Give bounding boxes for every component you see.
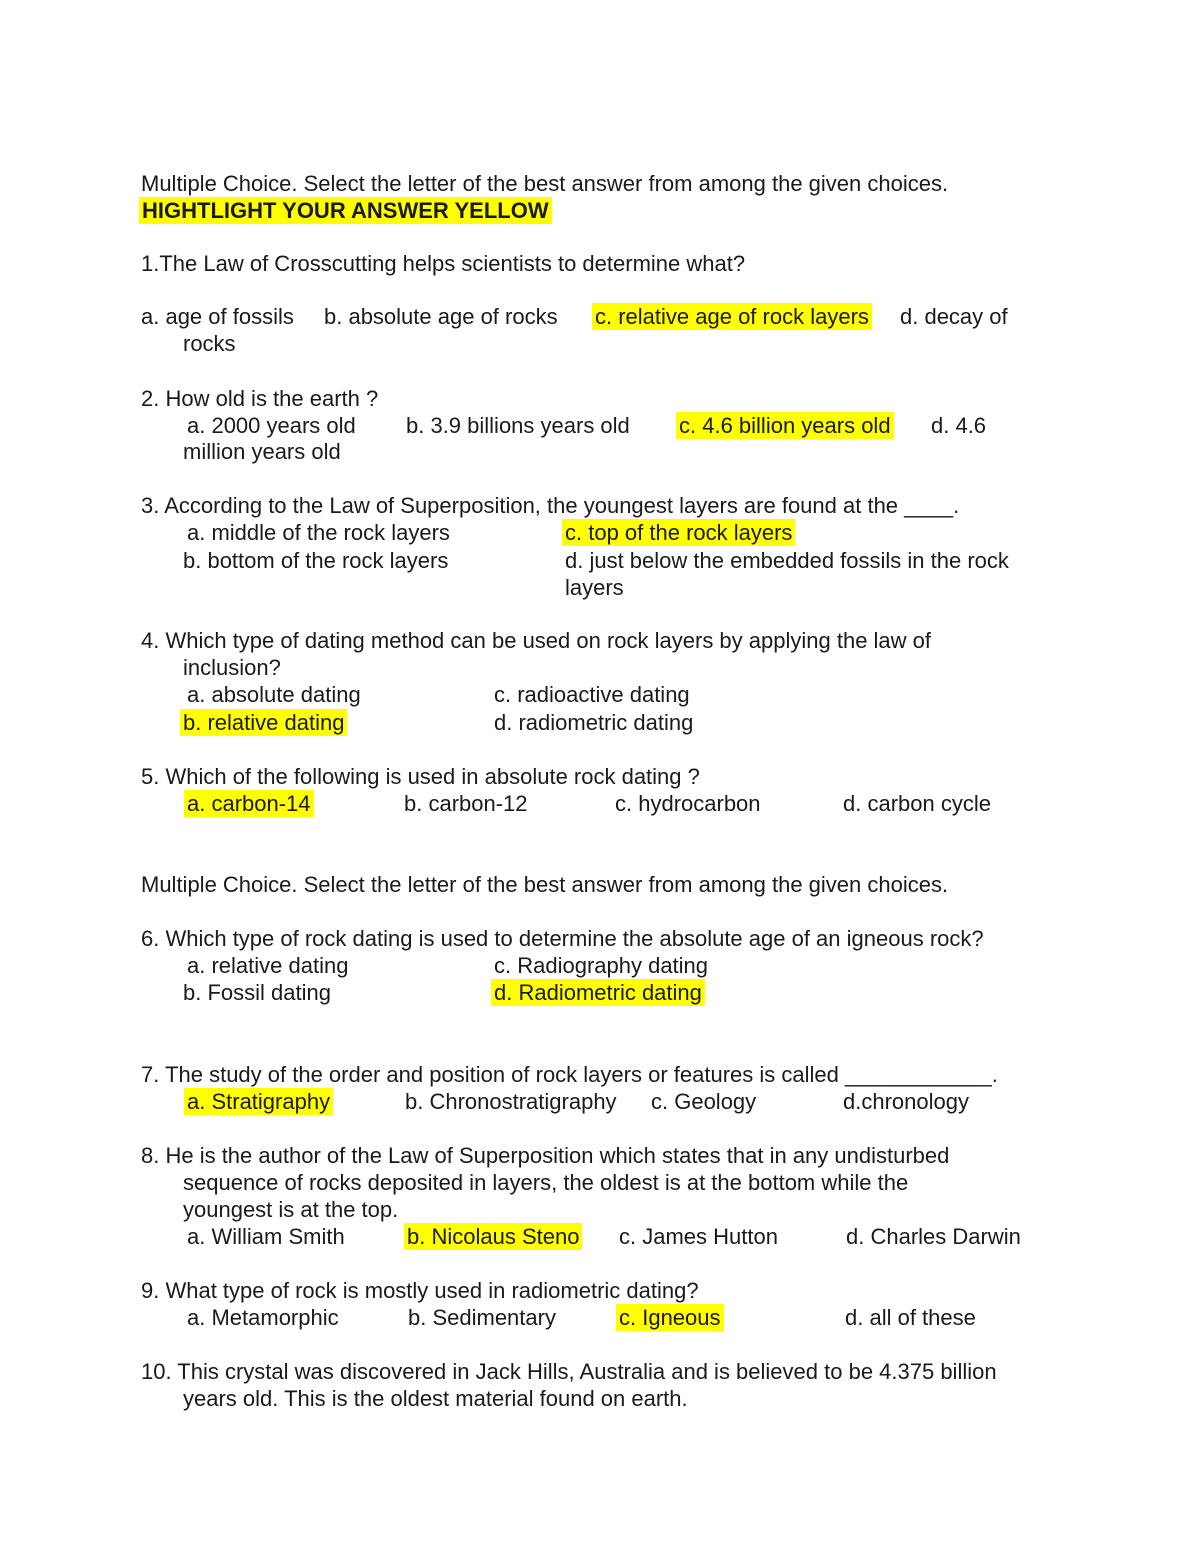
q8-option-a: a. William Smith — [187, 1224, 345, 1249]
q5-option-d: d. carbon cycle — [843, 791, 991, 816]
q2-option-d: d. 4.6 — [931, 413, 987, 438]
q4-option-d: d. radiometric dating — [494, 710, 694, 735]
q2-option-a: a. 2000 years old — [187, 413, 356, 438]
q1-option-b: b. absolute age of rocks — [324, 304, 558, 329]
q9-option-d: d. all of these — [845, 1305, 976, 1330]
q7-option-c: c. Geology — [651, 1089, 757, 1114]
question-8-cont-1: sequence of rocks deposited in layers, the oldest is at the bottom while the — [183, 1170, 909, 1195]
question-10-cont: years old. This is the oldest material found on earth. — [183, 1386, 688, 1411]
q1-option-a: a. age of fossils — [141, 304, 294, 329]
q4-option-c: c. radioactive dating — [494, 682, 690, 707]
q7-option-b: b. Chronostratigraphy — [405, 1089, 617, 1114]
q4-option-a: a. absolute dating — [187, 682, 361, 707]
question-8: 8. He is the author of the Law of Superposition which states that in any undisturbed — [141, 1143, 950, 1168]
q9-option-a: a. Metamorphic — [187, 1305, 339, 1330]
question-4: 4. Which type of dating method can be used on rock layers by applying the law of — [141, 628, 932, 653]
q8-option-d: d. Charles Darwin — [846, 1224, 1021, 1249]
q6-option-a: a. relative dating — [187, 953, 349, 978]
q6-option-b: b. Fossil dating — [183, 980, 331, 1005]
q3-option-b: b. bottom of the rock layers — [183, 548, 449, 573]
q5-option-c: c. hydrocarbon — [615, 791, 761, 816]
q4-option-b-selected: b. relative dating — [180, 709, 347, 736]
question-10: 10. This crystal was discovered in Jack Hills, Australia and is believed to be 4.375 billion — [141, 1359, 997, 1384]
q3-option-d-cont: layers — [565, 575, 624, 600]
question-9: 9. What type of rock is mostly used in radiometric dating? — [141, 1278, 699, 1303]
question-5: 5. Which of the following is used in absolute rock dating ? — [141, 764, 700, 789]
q1-option-d: d. decay of — [900, 304, 1008, 329]
q6-option-d-selected: d. Radiometric dating — [491, 979, 705, 1006]
q7-option-d: d.chronology — [843, 1089, 969, 1114]
q2-option-d-cont: million years old — [183, 439, 341, 464]
q6-option-c: c. Radiography dating — [494, 953, 709, 978]
intro-instructions: Multiple Choice. Select the letter of the best answer from among the given choices. — [141, 171, 949, 196]
question-1: 1.The Law of Crosscutting helps scientists to determine what? — [141, 251, 746, 276]
question-7: 7. The study of the order and position of rock layers or features is called ____________. — [141, 1062, 998, 1087]
question-2: 2. How old is the earth ? — [141, 386, 379, 411]
question-8-cont-2: youngest is at the top. — [183, 1197, 399, 1222]
q3-option-a: a. middle of the rock layers — [187, 520, 450, 545]
q7-option-a-selected: a. Stratigraphy — [184, 1088, 333, 1115]
q3-option-c-selected: c. top of the rock layers — [562, 519, 795, 546]
q2-option-c-selected: c. 4.6 billion years old — [676, 412, 894, 439]
question-6: 6. Which type of rock dating is used to determine the absolute age of an igneous rock? — [141, 926, 984, 951]
intro-instructions-2: Multiple Choice. Select the letter of the best answer from among the given choices. — [141, 872, 949, 897]
q8-option-b-selected: b. Nicolaus Steno — [404, 1223, 582, 1250]
q8-option-c: c. James Hutton — [619, 1224, 778, 1249]
question-3: 3. According to the Law of Superposition, the youngest layers are found at the ____. — [141, 493, 960, 518]
q9-option-b: b. Sedimentary — [408, 1305, 556, 1330]
q5-option-a-selected: a. carbon-14 — [184, 790, 314, 817]
highlight-instruction: HIGHTLIGHT YOUR ANSWER YELLOW — [139, 197, 552, 224]
q9-option-c-selected: c. Igneous — [616, 1304, 724, 1331]
q1-option-d-cont: rocks — [183, 331, 236, 356]
q3-option-d: d. just below the embedded fossils in the rock — [565, 548, 1009, 573]
question-4-cont: inclusion? — [183, 655, 281, 680]
q5-option-b: b. carbon-12 — [404, 791, 528, 816]
q2-option-b: b. 3.9 billions years old — [406, 413, 630, 438]
q1-option-c-selected: c. relative age of rock layers — [592, 303, 872, 330]
